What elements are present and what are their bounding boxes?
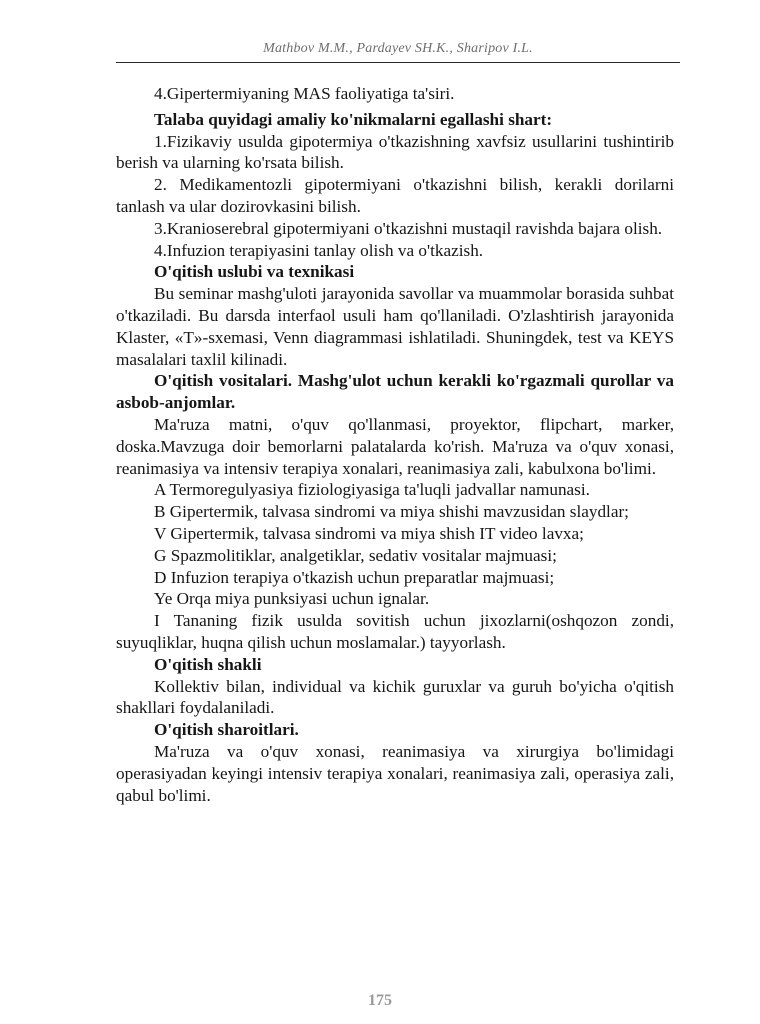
- paragraph-teaching-form: Kollektiv bilan, individual va kichik guruxlar va guruh bo'yicha o'qitish shakllari foydalaniladi.: [116, 676, 674, 718]
- list-item-b: B Gipertermik, talvasa sindromi va miya shishi mavzusidan slaydlar;: [154, 502, 629, 522]
- page-body: [116, 83, 674, 806]
- paragraph-teaching-tools: Ma'ruza matni, o'quv qo'llanmasi, proyektor, flipchart, marker, doska.Mavzuga doir bemorlarni palatalarda ko'rish. Ma'ruza va o'quv xonasi, reanimasiya va intensiv terapiya xonalari, reanimasiya zali, kabulxona bo'limi.: [116, 414, 674, 478]
- list-item-i: I Tananing fizik usulda sovitish uchun jixozlarni(oshqozon zondi, suyuqliklar, huqna qilish uchun moslamalar.) tayyorlash.: [116, 611, 674, 652]
- heading-practical-skills: Talaba quyidagi amaliy ko'nikmalarni egallashi shart:: [154, 109, 553, 129]
- paragraph-skill-4: 4.Infuzion terapiyasini tanlay olish va o'tkazish.: [154, 240, 484, 260]
- running-header: Mathbov M.M., Pardayev SH.K., Sharipov I.L.: [263, 41, 533, 56]
- list-item-a: A Termoregulyasiya fiziologiyasiga ta'luqli jadvallar namunasi.: [154, 480, 590, 500]
- paragraph-teaching-method: Bu seminar mashg'uloti jarayonida savollar va muammolar borasida suhbat o'tkaziladi. Bu darsda interfaol usuli ham qo'llaniladi. O'zlashtirish jarayonida Klaster, «T»-sxemasi, Venn diagrammasi ishlatiladi. Shuningdek, test va KEYS masalalari taxlil kilinadi.: [116, 284, 674, 369]
- header-rule: [116, 62, 680, 63]
- paragraph-skill-3: 3.Kranioserebral gipotermiyani o'tkazishni mustaqil ravishda bajara olish.: [154, 218, 663, 238]
- list-item-g: G Spazmolitiklar, analgetiklar, sedativ vositalar majmuasi;: [154, 545, 557, 565]
- heading-teaching-form: O'qitish shakli: [154, 654, 262, 674]
- paragraph-skill-2: 2. Medikamentozli gipotermiyani o'tkazishni bilish, kerakli dorilarni tanlash va ular dozirovkasini bilish.: [116, 175, 674, 216]
- list-item-v: V Gipertermik, talvasa sindromi va miya shish IT video lavxa;: [154, 523, 584, 543]
- list-item-ye: Ye Orqa miya punksiyasi uchun ignalar.: [154, 589, 430, 609]
- heading-teaching-tools: O'qitish vositalari. Mashg'ulot uchun kerakli ko'rgazmali qurollar va asbob-anjomlar.: [116, 371, 674, 413]
- paragraph-mas-effect: 4.Gipertermiyaning MAS faoliyatiga ta'siri.: [154, 84, 455, 103]
- heading-teaching-conditions: O'qitish sharoitlari.: [154, 720, 299, 740]
- page-number: 175: [368, 992, 392, 1009]
- paragraph-skill-1: 1.Fizikaviy usulda gipotermiya o'tkazishning xavfsiz usullarini tushintirib berish va ularning ko'rsata bilish.: [116, 131, 674, 173]
- heading-teaching-method: O'qitish uslubi va texnikasi: [154, 262, 355, 282]
- paragraph-teaching-conditions: Ma'ruza va o'quv xonasi, reanimasiya va xirurgiya bo'limidagi operasiyadan keyingi intensiv terapiya xonalari, reanimasiya zali, operasiya zali, qabul bo'limi.: [116, 741, 674, 805]
- list-item-d: D Infuzion terapiya o'tkazish uchun preparatlar majmuasi;: [154, 567, 555, 587]
